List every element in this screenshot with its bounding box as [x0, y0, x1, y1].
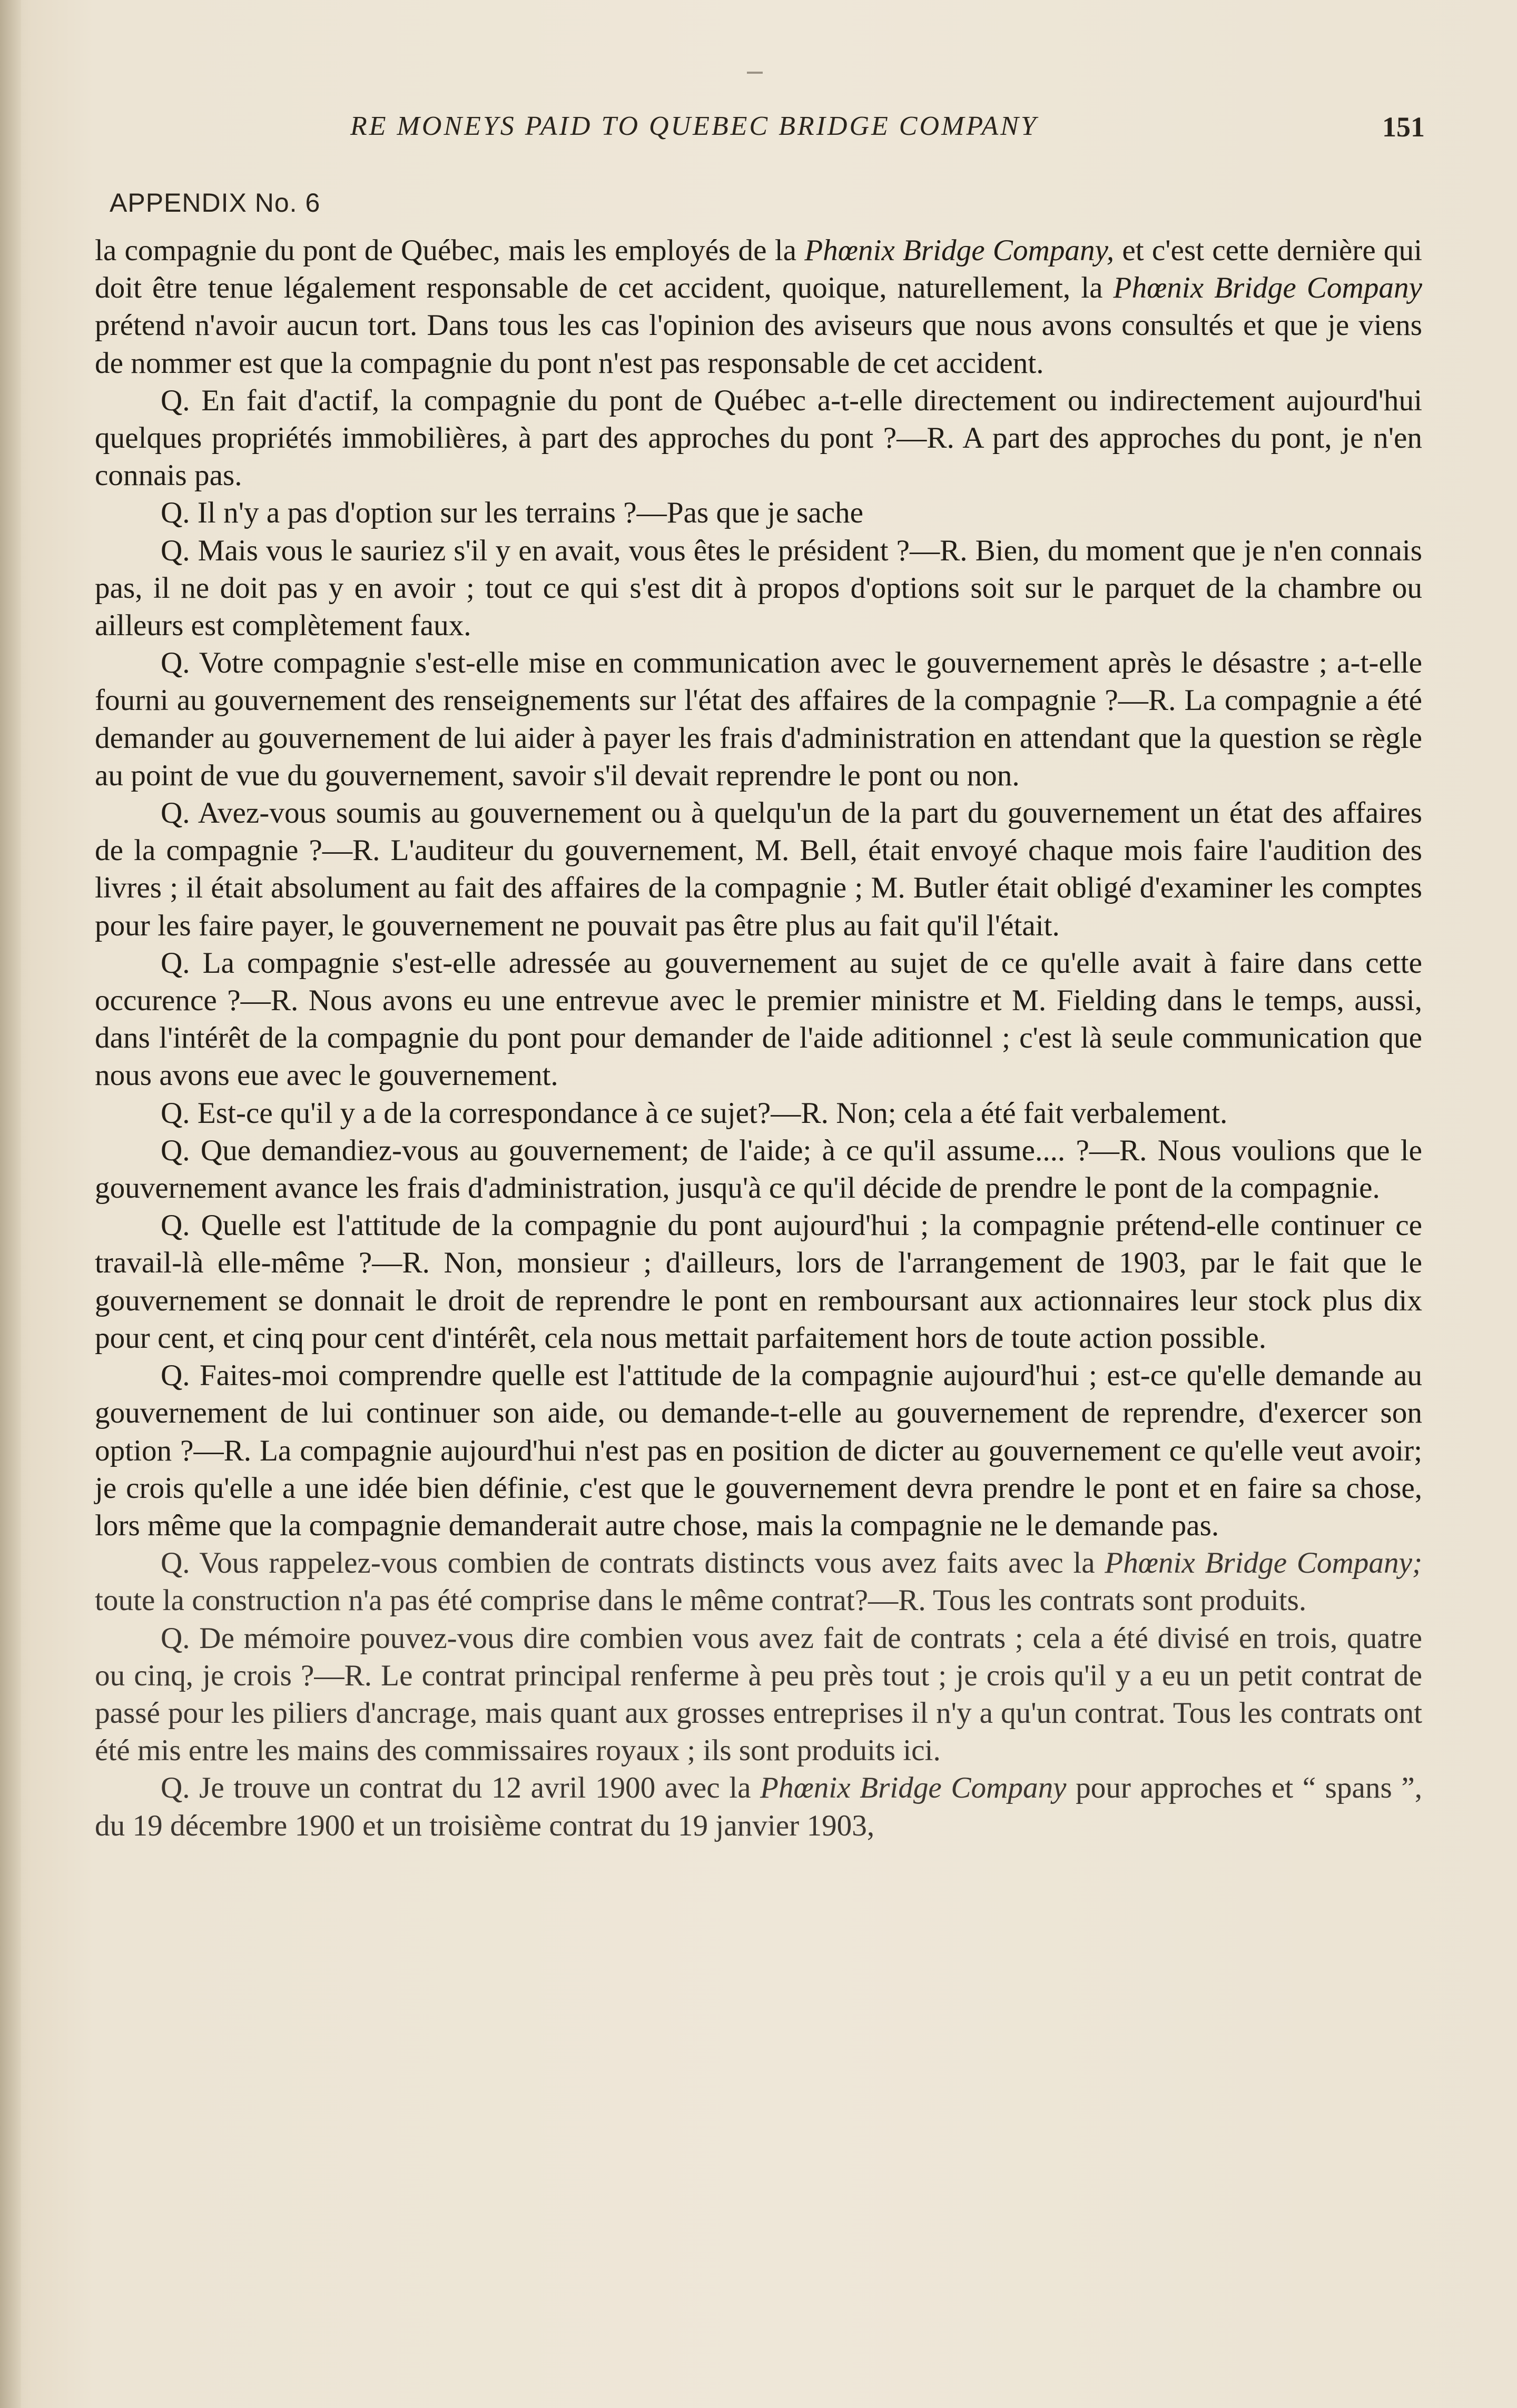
- paragraph: [95, 794, 1422, 944]
- running-head: [97, 111, 1425, 158]
- paragraph: [95, 1094, 1422, 1132]
- paragraph: [95, 532, 1422, 645]
- text-run: toute la construction n'a pas été comprise dans le même contrat?—R. Tous les contrats sont produits.: [95, 1584, 1307, 1617]
- text-run: Q. Mais vous le sauriez s'il y en avait, vous êtes le président ?—R. Bien, du moment que je n'en connais pas, il ne doit pas y en avoir ; tout ce qui s'est dit à propos d'options soit sur le parquet de la chambre ou ailleurs est complètement faux.: [95, 534, 1422, 643]
- text-run: Q. De mémoire pouvez-vous dire combien vous avez fait de contrats ; cela a été divisé en trois, quatre ou cinq, je crois ?—R. Le contrat principal renferme à peu près tout ; je crois qu'il y a eu un petit contrat de passé pour les piliers d'ancrage, mais quant aux grosses entreprises il n'y a qu'un contrat. Tous les contrats ont été mis entre les mains des commissaires royaux ; ils sont produits ici.: [95, 1621, 1422, 1768]
- italic-company-name: Phœnix Bridge Company,: [804, 234, 1115, 267]
- text-run: la compagnie du pont de Québec, mais les employés de la: [95, 234, 805, 267]
- paragraph: [95, 494, 1422, 531]
- paragraph: [95, 232, 1422, 382]
- paragraph: [95, 1769, 1422, 1844]
- paragraph: [95, 1544, 1422, 1619]
- text-run: Q. Faites-moi comprendre quelle est l'attitude de la compagnie aujourd'hui ; est-ce qu'elle demande au gouvernement de lui continuer son aide, ou demande-t-elle au gouvernement de reprendre, d'exercer son option ?—R. La compagnie aujourd'hui n'est pas en position de dicter au gouvernement ce qu'elle veut avoir; je crois qu'elle a une idée bien définie, c'est que le gouvernement devra prendre le pont et en faire sa chose, lors même que la compagnie demanderait autre chose, mais la compagnie ne le demande pas.: [95, 1359, 1422, 1542]
- paragraph: [95, 382, 1422, 495]
- top-rule-mark: [747, 72, 763, 74]
- paragraph: [95, 1207, 1422, 1357]
- text-run: Q. Je trouve un contrat du 12 avril 1900 avec la: [161, 1771, 761, 1805]
- text-run: prétend n'avoir aucun tort. Dans tous les cas l'opinion des aviseurs que nous avons consultés et que je viens de nommer est que la compagnie du pont n'est pas responsable de cet accident.: [95, 309, 1422, 380]
- text-run: Q. Avez-vous soumis au gouvernement ou à quelqu'un de la part du gouvernement un état des affaires de la compagnie ?—R. L'auditeur du gouvernement, M. Bell, était envoyé chaque mois faire l'audition des livres ; il était absolument au fait des affaires de la compagnie ; M. Butler était obligé d'examiner les comptes pour les faire payer, le gouvernement ne pouvait pas être plus au fait qu'il l'était.: [95, 796, 1422, 942]
- text-run: pour approches et “ spans ”, du 19 décembre 1900 et un troisième contrat du 19 janvier 1903,: [95, 1771, 1422, 1842]
- paragraph: [95, 1132, 1422, 1207]
- text-run: et c'est cette dernière qui doit être tenue légalement responsable de cet accident, quoique, naturellement, la: [95, 234, 1423, 305]
- italic-company-name: Phœnix Bridge Company;: [1105, 1546, 1422, 1580]
- paragraph: [95, 1620, 1422, 1770]
- paragraph: [95, 644, 1422, 794]
- italic-company-name: Phœnix Bridge Company: [760, 1771, 1067, 1805]
- text-run: Q. Que demandiez-vous au gouvernement; de l'aide; à ce qu'il assume.... ?—R. Nous voulions que le gouvernement avance les frais d'administration, jusqu'à ce qu'il décide de prendre le pont de la compagnie.: [95, 1133, 1422, 1205]
- text-run: Q. En fait d'actif, la compagnie du pont de Québec a-t-elle directement ou indirectement aujourd'hui quelques propriétés immobilières, à part des approches du pont ?—R. A part des approches du pont, je n'en connais pas.: [95, 383, 1422, 492]
- text-run: Q. Vous rappelez-vous combien de contrats distincts vous avez faits avec la: [161, 1546, 1105, 1580]
- body-text: [95, 232, 1422, 1844]
- text-run: Q. Est-ce qu'il y a de la correspondance à ce sujet?—R. Non; cela a été fait verbalement.: [161, 1096, 1228, 1130]
- paragraph: [95, 1357, 1422, 1544]
- paragraph: [95, 944, 1422, 1094]
- binding-shadow: [0, 0, 21, 2408]
- text-run: Q. Votre compagnie s'est-elle mise en communication avec le gouvernement après le désastre ; a-t-elle fourni au gouvernement des renseignements sur l'état des affaires de la compagnie ?—R. La compagnie a été demander au gouvernement de lui aider à payer les frais d'administration en attendant que la question se règle au point de vue du gouvernement, savoir s'il devait reprendre le pont ou non.: [95, 646, 1422, 792]
- text-run: Q. Quelle est l'attitude de la compagnie du pont aujourd'hui ; la compagnie prétend-elle continuer ce travail-là elle-même ?—R. Non, monsieur ; d'ailleurs, lors de l'arrangement de 1903, par le fait que le gouvernement se donnait le droit de reprendre le pont en remboursant aux actionnaires leur stock plus dix pour cent, et cinq pour cent d'intérêt, cela nous mettait parfaitement hors de toute action possible.: [95, 1209, 1422, 1355]
- page-number: 151: [1382, 111, 1425, 143]
- appendix-label: APPENDIX No. 6: [110, 188, 321, 218]
- text-run: Q. Il n'y a pas d'option sur les terrains ?—Pas que je sache: [161, 496, 863, 530]
- text-run: Q. La compagnie s'est-elle adressée au gouvernement au sujet de ce qu'elle avait à faire dans cette occurence ?—R. Nous avons eu une entrevue avec le premier ministre et M. Fielding dans le temps, aussi, dans l'intérêt de la compagnie du pont pour demander de l'aide aditionnel ; c'est là seule communication que nous avons eue avec le gouvernement.: [95, 946, 1422, 1092]
- running-title: RE MONEYS PAID TO QUEBEC BRIDGE COMPANY: [350, 111, 1038, 141]
- italic-company-name: Phœnix Bridge Company: [1113, 271, 1422, 305]
